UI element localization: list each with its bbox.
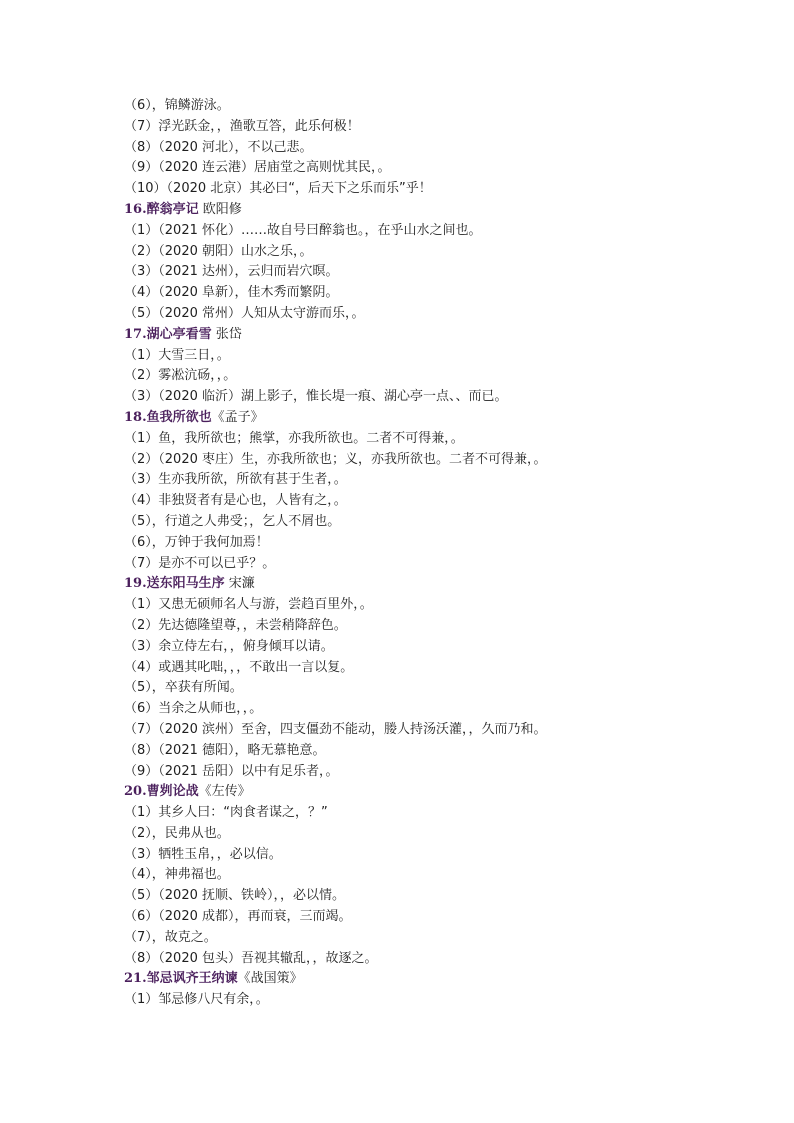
section-number: 16. xyxy=(124,201,147,217)
section-heading xyxy=(124,408,744,429)
question-line: （3）余立侍左右，，俯身倾耳以请。 xyxy=(124,638,334,654)
question-line: （5）（2020 抚顺、铁岭），，必以情。 xyxy=(124,888,345,904)
question-line: （4）非独贤者有是心也，人皆有之，。 xyxy=(124,493,347,509)
question-line: （1）鱼，我所欲也；熊掌，亦我所欲也。二者不可得兼，。 xyxy=(124,430,464,446)
question-line: （2）先达德隆望尊，，未尝稍降辞色。 xyxy=(124,617,347,633)
question-line: （5）（2020 常州）人知从太守游而乐，。 xyxy=(124,305,365,321)
question-line: （8）（2020 包头）吾视其辙乱，，故逐之。 xyxy=(124,950,378,966)
question-line: （2），民弗从也。 xyxy=(124,825,230,841)
question-line: （1）邹忌修八尺有余，。 xyxy=(124,992,269,1008)
section-number: 20. xyxy=(124,784,147,800)
question-line: （1）其乡人曰：“肉食者谋之，？” xyxy=(124,805,328,821)
section-title: 邹忌讽齐王纳谏 xyxy=(146,971,238,987)
section-heading xyxy=(124,200,744,221)
section-title: 醉翁亭记 xyxy=(146,201,199,217)
question-line: （7）浮光跃金，，渔歌互答，此乐何极！ xyxy=(124,118,360,134)
question-line: （6），万钟于我何加焉！ xyxy=(124,534,269,550)
section-title: 曹刿论战 xyxy=(146,784,199,800)
question-line: （6）（2020 成都），再而衰，三而竭。 xyxy=(124,909,352,925)
question-line: （10）（2020 北京）其必曰“，后天下之乐而乐”乎！ xyxy=(124,181,432,197)
section-number: 21. xyxy=(124,971,147,987)
section-title: 送东阳马生序 xyxy=(146,576,225,592)
question-line: （6）当余之从师也，，。 xyxy=(124,701,263,717)
document-body xyxy=(124,96,744,1011)
question-line: （8）（2021 德阳），略无慕艳意。 xyxy=(124,742,326,758)
section-author: 欧阳修 xyxy=(198,201,242,217)
section-author: 宋濂 xyxy=(224,576,255,592)
question-line: （6），锦鳞游泳。 xyxy=(124,98,230,113)
question-line: （2）（2020 朝阳）山水之乐，。 xyxy=(124,243,313,259)
section-title: 鱼我所欲也 xyxy=(146,409,212,425)
question-line: （5），卒获有所闻。 xyxy=(124,680,243,696)
section-title: 湖心亭看雪 xyxy=(146,326,212,342)
question-line: （4）或遇其叱咄，，，不敢出一言以复。 xyxy=(124,659,354,675)
question-line: （4）（2020 阜新），佳木秀而繁阴。 xyxy=(124,285,339,301)
section-author: 张岱 xyxy=(211,326,242,342)
question-line: （7）是亦不可以已乎？。 xyxy=(124,555,276,571)
question-line: （5），行道之人弗受；，乞人不屑也。 xyxy=(124,513,341,529)
question-line: （1）又患无硕师名人与游，尝趋百里外，。 xyxy=(124,597,373,613)
section-author: 《孟子》 xyxy=(211,409,264,425)
section-author: 《左传》 xyxy=(198,784,251,800)
question-line: （8）（2020 河北），不以己悲。 xyxy=(124,139,313,155)
question-line: （4），神弗福也。 xyxy=(124,867,230,883)
question-line: （2）（2020 枣庄）生，亦我所欲也；义，亦我所欲也。二者不可得兼，。 xyxy=(124,451,547,467)
section-heading xyxy=(124,969,744,990)
question-line: （3）生亦我所欲，所欲有甚于生者，。 xyxy=(124,472,347,488)
section-number: 18. xyxy=(124,409,147,425)
section-author: 《战国策》 xyxy=(237,971,303,987)
question-line: （3）牺牲玉帛，，必以信。 xyxy=(124,846,282,862)
section-heading xyxy=(124,574,744,595)
question-line: （3）（2021 达州），云归而岩穴暝。 xyxy=(124,264,339,280)
question-line: （9）（2020 连云港）居庙堂之高则忧其民，。 xyxy=(124,160,391,176)
section-number: 17. xyxy=(124,326,147,342)
section-heading xyxy=(124,325,744,346)
question-line: （1）（2021 怀化）……故自号曰醉翁也。，在乎山水之间也。 xyxy=(124,222,482,238)
question-line: （7），故克之。 xyxy=(124,929,217,945)
question-line: （2）雾凇沆砀，，。 xyxy=(124,368,237,384)
section-heading xyxy=(124,782,744,803)
section-number: 19. xyxy=(124,576,147,592)
question-line: （1）大雪三日，。 xyxy=(124,347,230,363)
question-line: （3）（2020 临沂）湖上影子，惟长堤一痕、湖心亭一点、、而已。 xyxy=(124,389,508,405)
question-line: （9）（2021 岳阳）以中有足乐者，。 xyxy=(124,763,339,779)
question-line: （7）（2020 滨州）至舍，四支僵劲不能动，媵人持汤沃灌，，久而乃和。 xyxy=(124,721,547,737)
